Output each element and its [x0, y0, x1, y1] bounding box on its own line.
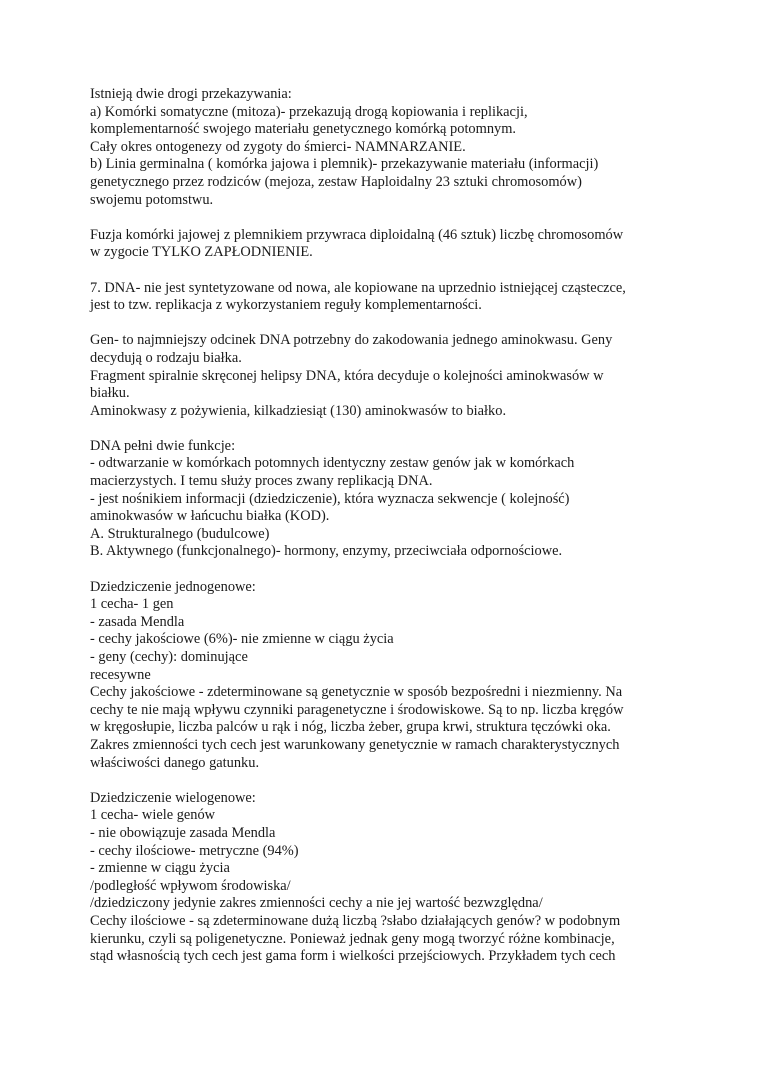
text-line: Zakres zmienności tych cech jest warunkowany genetycznie w ramach charakterystycznych	[90, 736, 620, 753]
text-line: komplementarność swojego materiału genetycznego komórką potomnym.	[90, 121, 517, 138]
text-line: - nie obowiązuje zasada Mendla	[90, 824, 276, 841]
text-line: - zmienne w ciągu życia	[90, 860, 230, 877]
text-line: Istnieją dwie drogi przekazywania:	[90, 86, 292, 102]
paragraph-gap	[90, 561, 680, 579]
text-line: Dziedziczenie wielogenowe:	[90, 789, 256, 806]
text-line: swojemu potomstwu.	[90, 191, 214, 208]
paragraph-gap	[90, 262, 680, 280]
text-line: kierunku, czyli są poligenetyczne. Ponieważ jednak geny mogą tworzyć różne kombinacje,	[90, 930, 615, 947]
text-line: a) Komórki somatyczne (mitoza)- przekazują drogą kopiowania i replikacji,	[90, 103, 528, 120]
text-line: Dziedziczenie jednogenowe:	[90, 578, 256, 595]
text-line: aminokwasów w łańcuchu białka (KOD).	[90, 508, 330, 525]
text-line: jest to tzw. replikacja z wykorzystaniem reguły komplementarności.	[90, 297, 482, 314]
text-line: Cechy jakościowe - zdeterminowane są genetycznie w sposób bezpośredni i niezmienny. Na	[90, 684, 623, 701]
text-line: 1 cecha- wiele genów	[90, 807, 216, 824]
paragraph-gap	[90, 315, 680, 333]
text-line: decydują o rodzaju białka.	[90, 349, 242, 366]
text-line: Cały okres ontogenezy od zygoty do śmierci- NAMNARZANIE.	[90, 138, 466, 155]
text-line: Fuzja komórki jajowej z plemnikiem przywraca diploidalną (46 sztuk) liczbę chromosomów	[90, 226, 624, 243]
text-line: DNA pełni dwie funkcje:	[90, 437, 236, 454]
text-line: 7. DNA- nie jest syntetyzowane od nowa, ale kopiowane na uprzednio istniejącej cząsteczce,	[90, 279, 626, 296]
text-line: Cechy ilościowe - są zdeterminowane dużą liczbą ?słabo działających genów? w podobnym	[90, 912, 621, 929]
text-line: /dziedziczony jedynie zakres zmienności cechy a nie jej wartość bezwzględna/	[90, 895, 543, 912]
text-line: A. Strukturalnego (budulcowe)	[90, 525, 270, 542]
text-line: cechy te nie mają wpływu czynniki paragenetyczne i środowiskowe. Są to np. liczba kręgów	[90, 701, 624, 718]
text-line: - jest nośnikiem informacji (dziedziczenie), która wyznacza sekwencje ( kolejność)	[90, 490, 570, 507]
text-line: B. Aktywnego (funkcjonalnego)- hormony, enzymy, przeciwciała odpornościowe.	[90, 543, 563, 560]
text-line: w kręgosłupie, liczba palców u rąk i nóg, liczba żeber, grupa krwi, struktura tęczówki oka.	[90, 719, 611, 736]
text-line: b) Linia germinalna ( komórka jajowa i plemnik)- przekazywanie materiału (informacji)	[90, 156, 599, 173]
text-line: - cechy ilościowe- metryczne (94%)	[90, 842, 299, 859]
text-line: - zasada Mendla	[90, 613, 185, 630]
paragraph-gap	[90, 209, 680, 227]
paragraph-gap	[90, 420, 680, 438]
text-line: Fragment spiralnie skręconej helipsy DNA, która decyduje o kolejności aminokwasów w	[90, 367, 604, 384]
text-line: białku.	[90, 385, 130, 402]
text-line: recesywne	[90, 666, 151, 683]
text-line: właściwości danego gatunku.	[90, 754, 260, 771]
text-line: genetycznego przez rodziców (mejoza, zestaw Haploidalny 23 sztuki chromosomów)	[90, 173, 582, 190]
text-line: Aminokwasy z pożywienia, kilkadziesiąt (130) aminokwasów to białko.	[90, 402, 507, 419]
text-line: w zygocie TYLKO ZAPŁODNIENIE.	[90, 244, 313, 261]
text-line: - odtwarzanie w komórkach potomnych identyczny zestaw genów jak w komórkach	[90, 455, 575, 472]
text-line: - geny (cechy): dominujące	[90, 649, 248, 665]
text-line: /podległość wpływom środowiska/	[90, 877, 291, 894]
text-line: Gen- to najmniejszy odcinek DNA potrzebny do zakodowania jednego aminokwasu. Geny	[90, 332, 613, 349]
text-line: macierzystych. I temu służy proces zwany replikacją DNA.	[90, 473, 433, 490]
document-body	[90, 86, 680, 966]
paragraph-gap	[90, 772, 680, 790]
text-line: - cechy jakościowe (6%)- nie zmienne w ciągu życia	[90, 631, 394, 648]
text-line: 1 cecha- 1 gen	[90, 596, 174, 613]
text-line: stąd własnością tych cech jest gama form i wielkości przejściowych. Przykładem tych cech	[90, 948, 616, 965]
